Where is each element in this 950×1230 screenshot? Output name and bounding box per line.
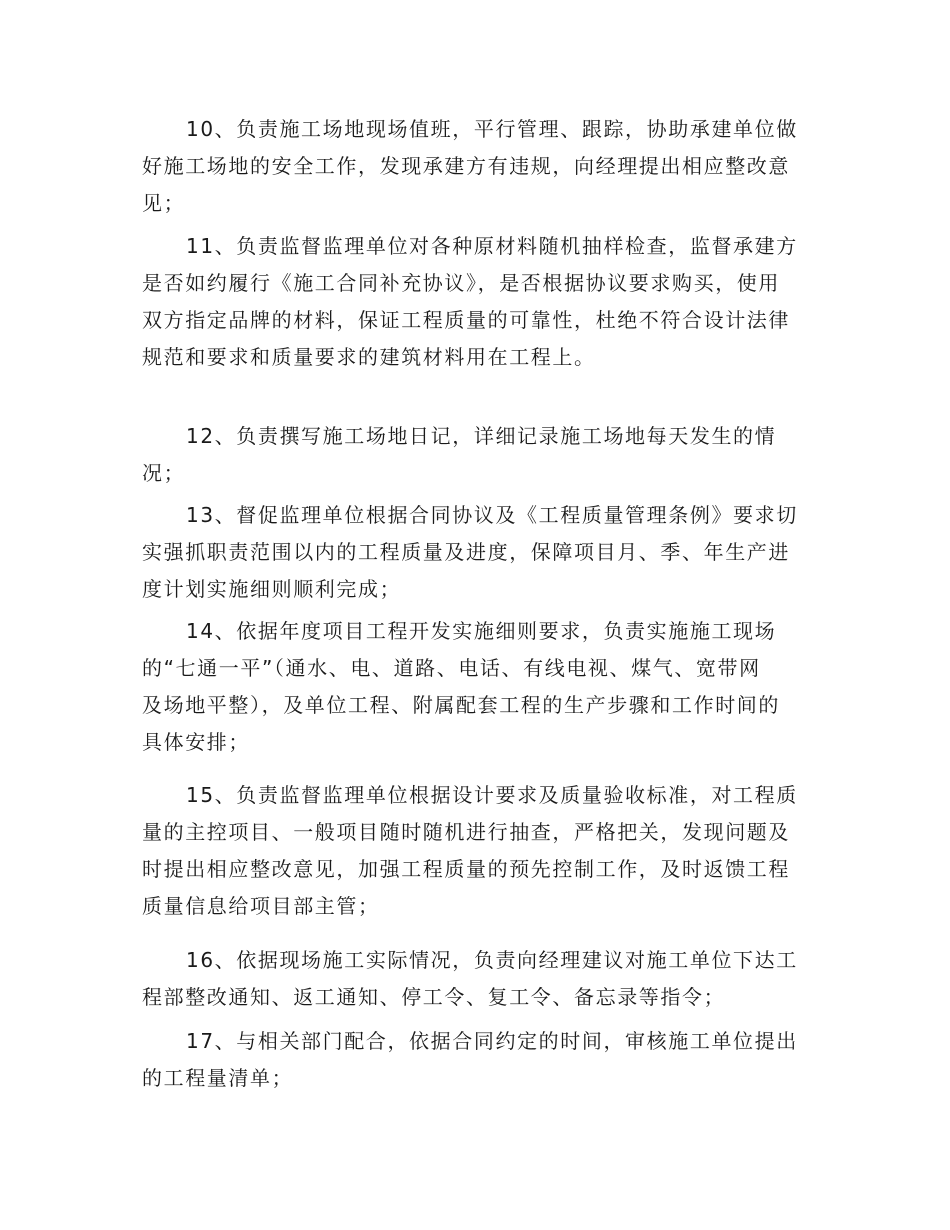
paragraph-line: 10、负责施工场地现场值班，平行管理、跟踪，协助承建单位做 (186, 117, 798, 141)
paragraph-item-11 (142, 228, 812, 376)
paragraph-line: 15、负责监督监理单位根据设计要求及质量验收标准，对工程质 (186, 783, 798, 807)
paragraph-line: 的工程量清单； (142, 1066, 294, 1090)
paragraph-line: 好施工场地的安全工作，发现承建方有违规，向经理提出相应整改意 (142, 154, 790, 178)
paragraph-item-12 (142, 418, 812, 492)
paragraph-line: 质量信息给项目部主管； (142, 894, 380, 918)
paragraph-line: 12、负责撰写施工场地日记，详细记录施工场地每天发生的情 (186, 424, 777, 448)
paragraph-line: 具体安排； (142, 730, 250, 754)
paragraph-line: 16、依据现场施工实际情况，负责向经理建议对施工单位下达工 (186, 948, 798, 972)
paragraph-line: 实强抓职责范围以内的工程质量及进度，保障项目月、季、年生产进 (142, 540, 790, 564)
paragraph-line: 11、负责监督监理单位对各种原材料随机抽样检查，监督承建方 (186, 234, 798, 258)
paragraph-item-14 (142, 613, 812, 761)
paragraph-line: 及场地平整），及单位工程、附属配套工程的生产步骤和工作时间的 (142, 693, 780, 717)
paragraph-line: 是否如约履行《施工合同补充协议》，是否根据协议要求购买，使用 (142, 271, 780, 295)
paragraph-line: 的“七通一平”（通水、电、道路、电话、有线电视、煤气、宽带网 (142, 656, 761, 680)
paragraph-item-16 (142, 942, 812, 1016)
paragraph-line: 程部整改通知、返工通知、停工令、复工令、备忘录等指令； (142, 985, 726, 1009)
paragraph-line: 量的主控项目、一般项目随时随机进行抽查，严格把关，发现问题及 (142, 820, 790, 844)
paragraph-line: 14、依据年度项目工程开发实施细则要求，负责实施施工现场 (186, 619, 777, 643)
paragraph-line: 17、与相关部门配合，依据合同约定的时间，审核施工单位提出 (186, 1029, 798, 1053)
paragraph-item-10 (142, 111, 812, 222)
paragraph-line: 度计划实施细则顺利完成； (142, 577, 402, 601)
paragraph-item-15 (142, 777, 812, 925)
paragraph-line: 见； (142, 191, 186, 215)
paragraph-item-13 (142, 497, 812, 608)
paragraph-line: 况； (142, 461, 186, 485)
paragraph-item-17 (142, 1023, 812, 1097)
paragraph-line: 规范和要求和质量要求的建筑材料用在工程上。 (142, 345, 596, 369)
paragraph-line: 时提出相应整改意见，加强工程质量的预先控制工作，及时返馈工程 (142, 857, 790, 881)
paragraph-line: 双方指定品牌的材料，保证工程质量的可靠性，杜绝不符合设计法律 (142, 308, 790, 332)
paragraph-line: 13、督促监理单位根据合同协议及《工程质量管理条例》要求切 (186, 503, 798, 527)
